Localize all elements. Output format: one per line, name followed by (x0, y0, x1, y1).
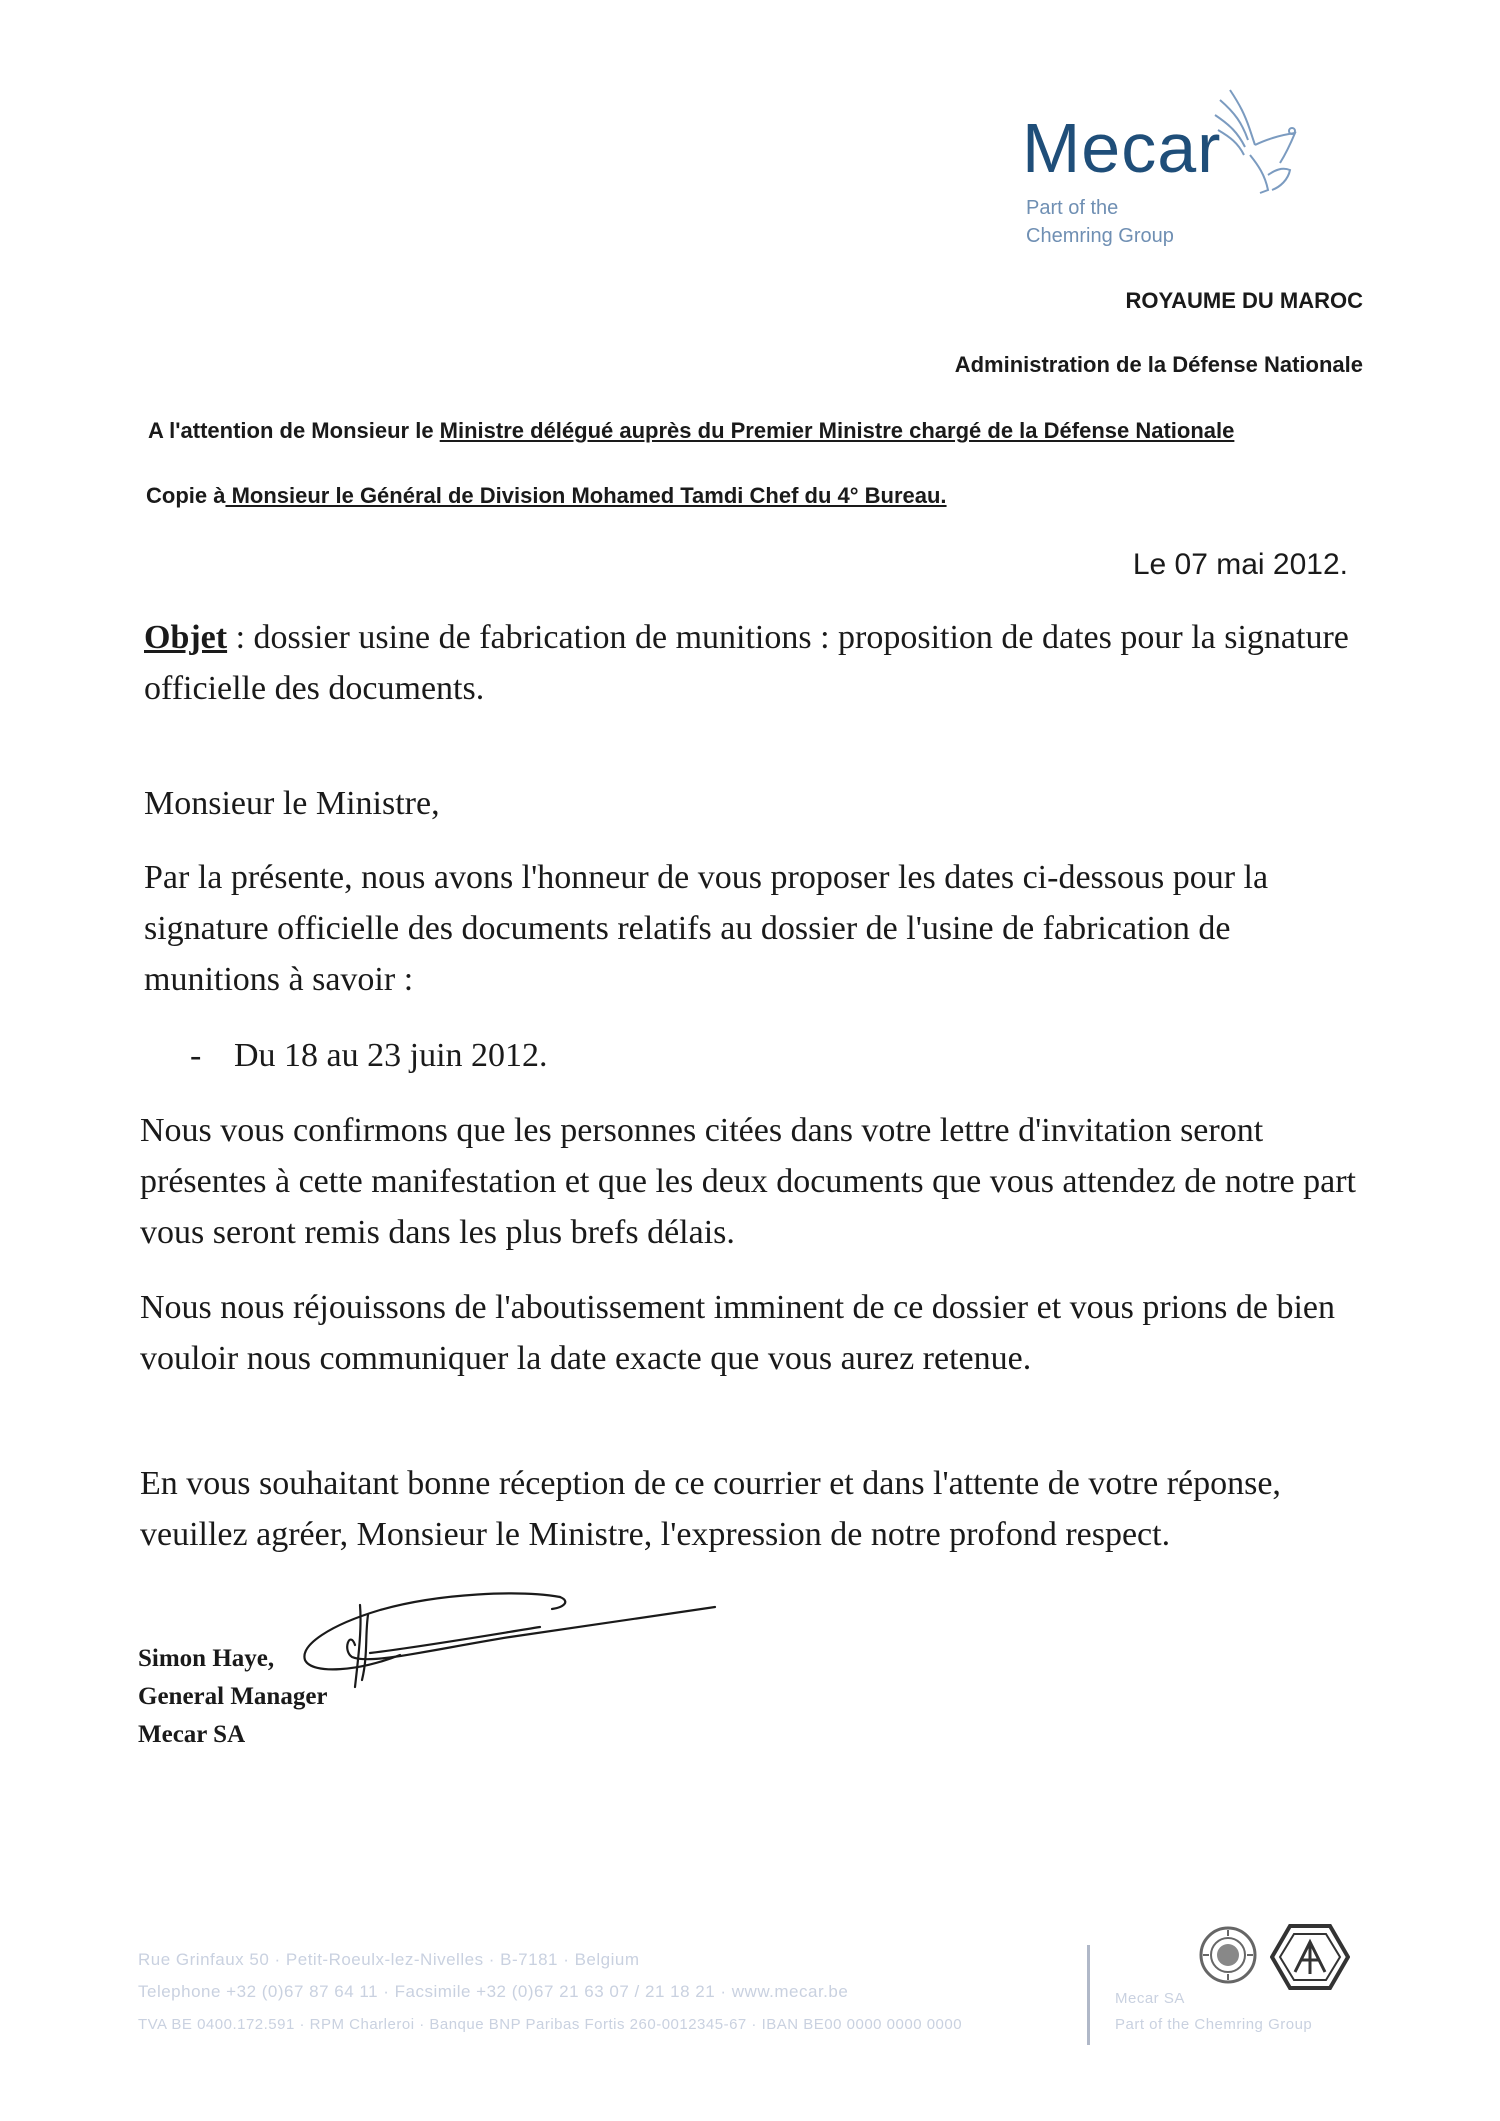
subject-label: Objet (144, 619, 228, 656)
footer-company: Mecar SA (1115, 1990, 1185, 2007)
greeting: Monsieur le Ministre, (144, 785, 440, 822)
iso-certification-icon (1198, 1925, 1258, 1985)
signatory-name: Simon Haye, (138, 1645, 275, 1672)
recipient-country: ROYAUME DU MAROC (1125, 288, 1363, 313)
attention-target: Ministre délégué auprès du Premier Ministre chargé de la Défense Nationale (439, 418, 1235, 443)
logo-subtitle-line1: Part of the (1026, 197, 1119, 219)
letter-date: Le 07 mai 2012. (1132, 548, 1348, 581)
paragraph-2: Nous vous confirmons que les personnes citées dans votre lettre d'invitation seront présentes à cette manifestation et que les deux documents que vous attendez de notre part vous seront remis dans les plus brefs délais. (140, 1112, 1356, 1251)
copy-target: Monsieur le Général de Division Mohamed Tamdi Chef du 4° Bureau. (225, 483, 947, 508)
signatory-title: General Manager (138, 1683, 328, 1710)
paragraph-3: Nous nous réjouissons de l'aboutissement imminent de ce dossier et vous prions de bien vouloir nous communiquer la date exacte que vous aurez retenue. (140, 1289, 1336, 1377)
footer-address: Rue Grinfaux 50 · Petit-Roeulx-lez-Nivelles · B-7181 · Belgium (138, 1950, 640, 1969)
bullet-text: Du 18 au 23 juin 2012. (234, 1037, 548, 1074)
attention-line (148, 418, 1234, 444)
footer-contact: Telephone +32 (0)67 87 64 11 · Facsimile +32 (0)67 21 63 07 / 21 18 21 · www.mecar.be (138, 1982, 849, 2001)
paragraph-4: En vous souhaitant bonne réception de ce courrier et dans l'attente de votre réponse, veuillez agréer, Monsieur le Ministre, l'expression de notre profond respect. (140, 1465, 1281, 1553)
paragraph-1: Par la présente, nous avons l'honneur de vous proposer les dates ci-dessous pour la signature officielle des documents relatifs au dossier de l'usine de fabrication de munitions à savoir : (144, 859, 1269, 998)
recipient-administration: Administration de la Défense Nationale (954, 352, 1363, 377)
subject-text: : dossier usine de fabrication de munitions : proposition de dates pour la signature officielle des documents. (144, 619, 1349, 707)
company-logo-wordmark: Mecar (1022, 109, 1222, 187)
footer-divider (1087, 1945, 1090, 2045)
eagle-logo-icon (1210, 85, 1305, 195)
quality-mark-icon (1270, 1922, 1350, 1992)
subject-line (144, 612, 1369, 714)
handwritten-signature (290, 1575, 720, 1690)
footer-group: Part of the Chemring Group (1115, 2016, 1313, 2033)
date-bullet (190, 1030, 548, 1081)
bullet-dash: - (190, 1037, 202, 1074)
signatory-company: Mecar SA (138, 1721, 246, 1748)
copy-prefix: Copie à (146, 483, 226, 508)
attention-prefix: A l'attention de Monsieur le (148, 418, 440, 443)
logo-subtitle-line2: Chemring Group (1026, 225, 1174, 247)
copy-line (146, 483, 947, 509)
footer-registration: TVA BE 0400.172.591 · RPM Charleroi · Banque BNP Paribas Fortis 260-0012345-67 · IBAN BE00 0000 0000 0000 (138, 2016, 963, 2033)
